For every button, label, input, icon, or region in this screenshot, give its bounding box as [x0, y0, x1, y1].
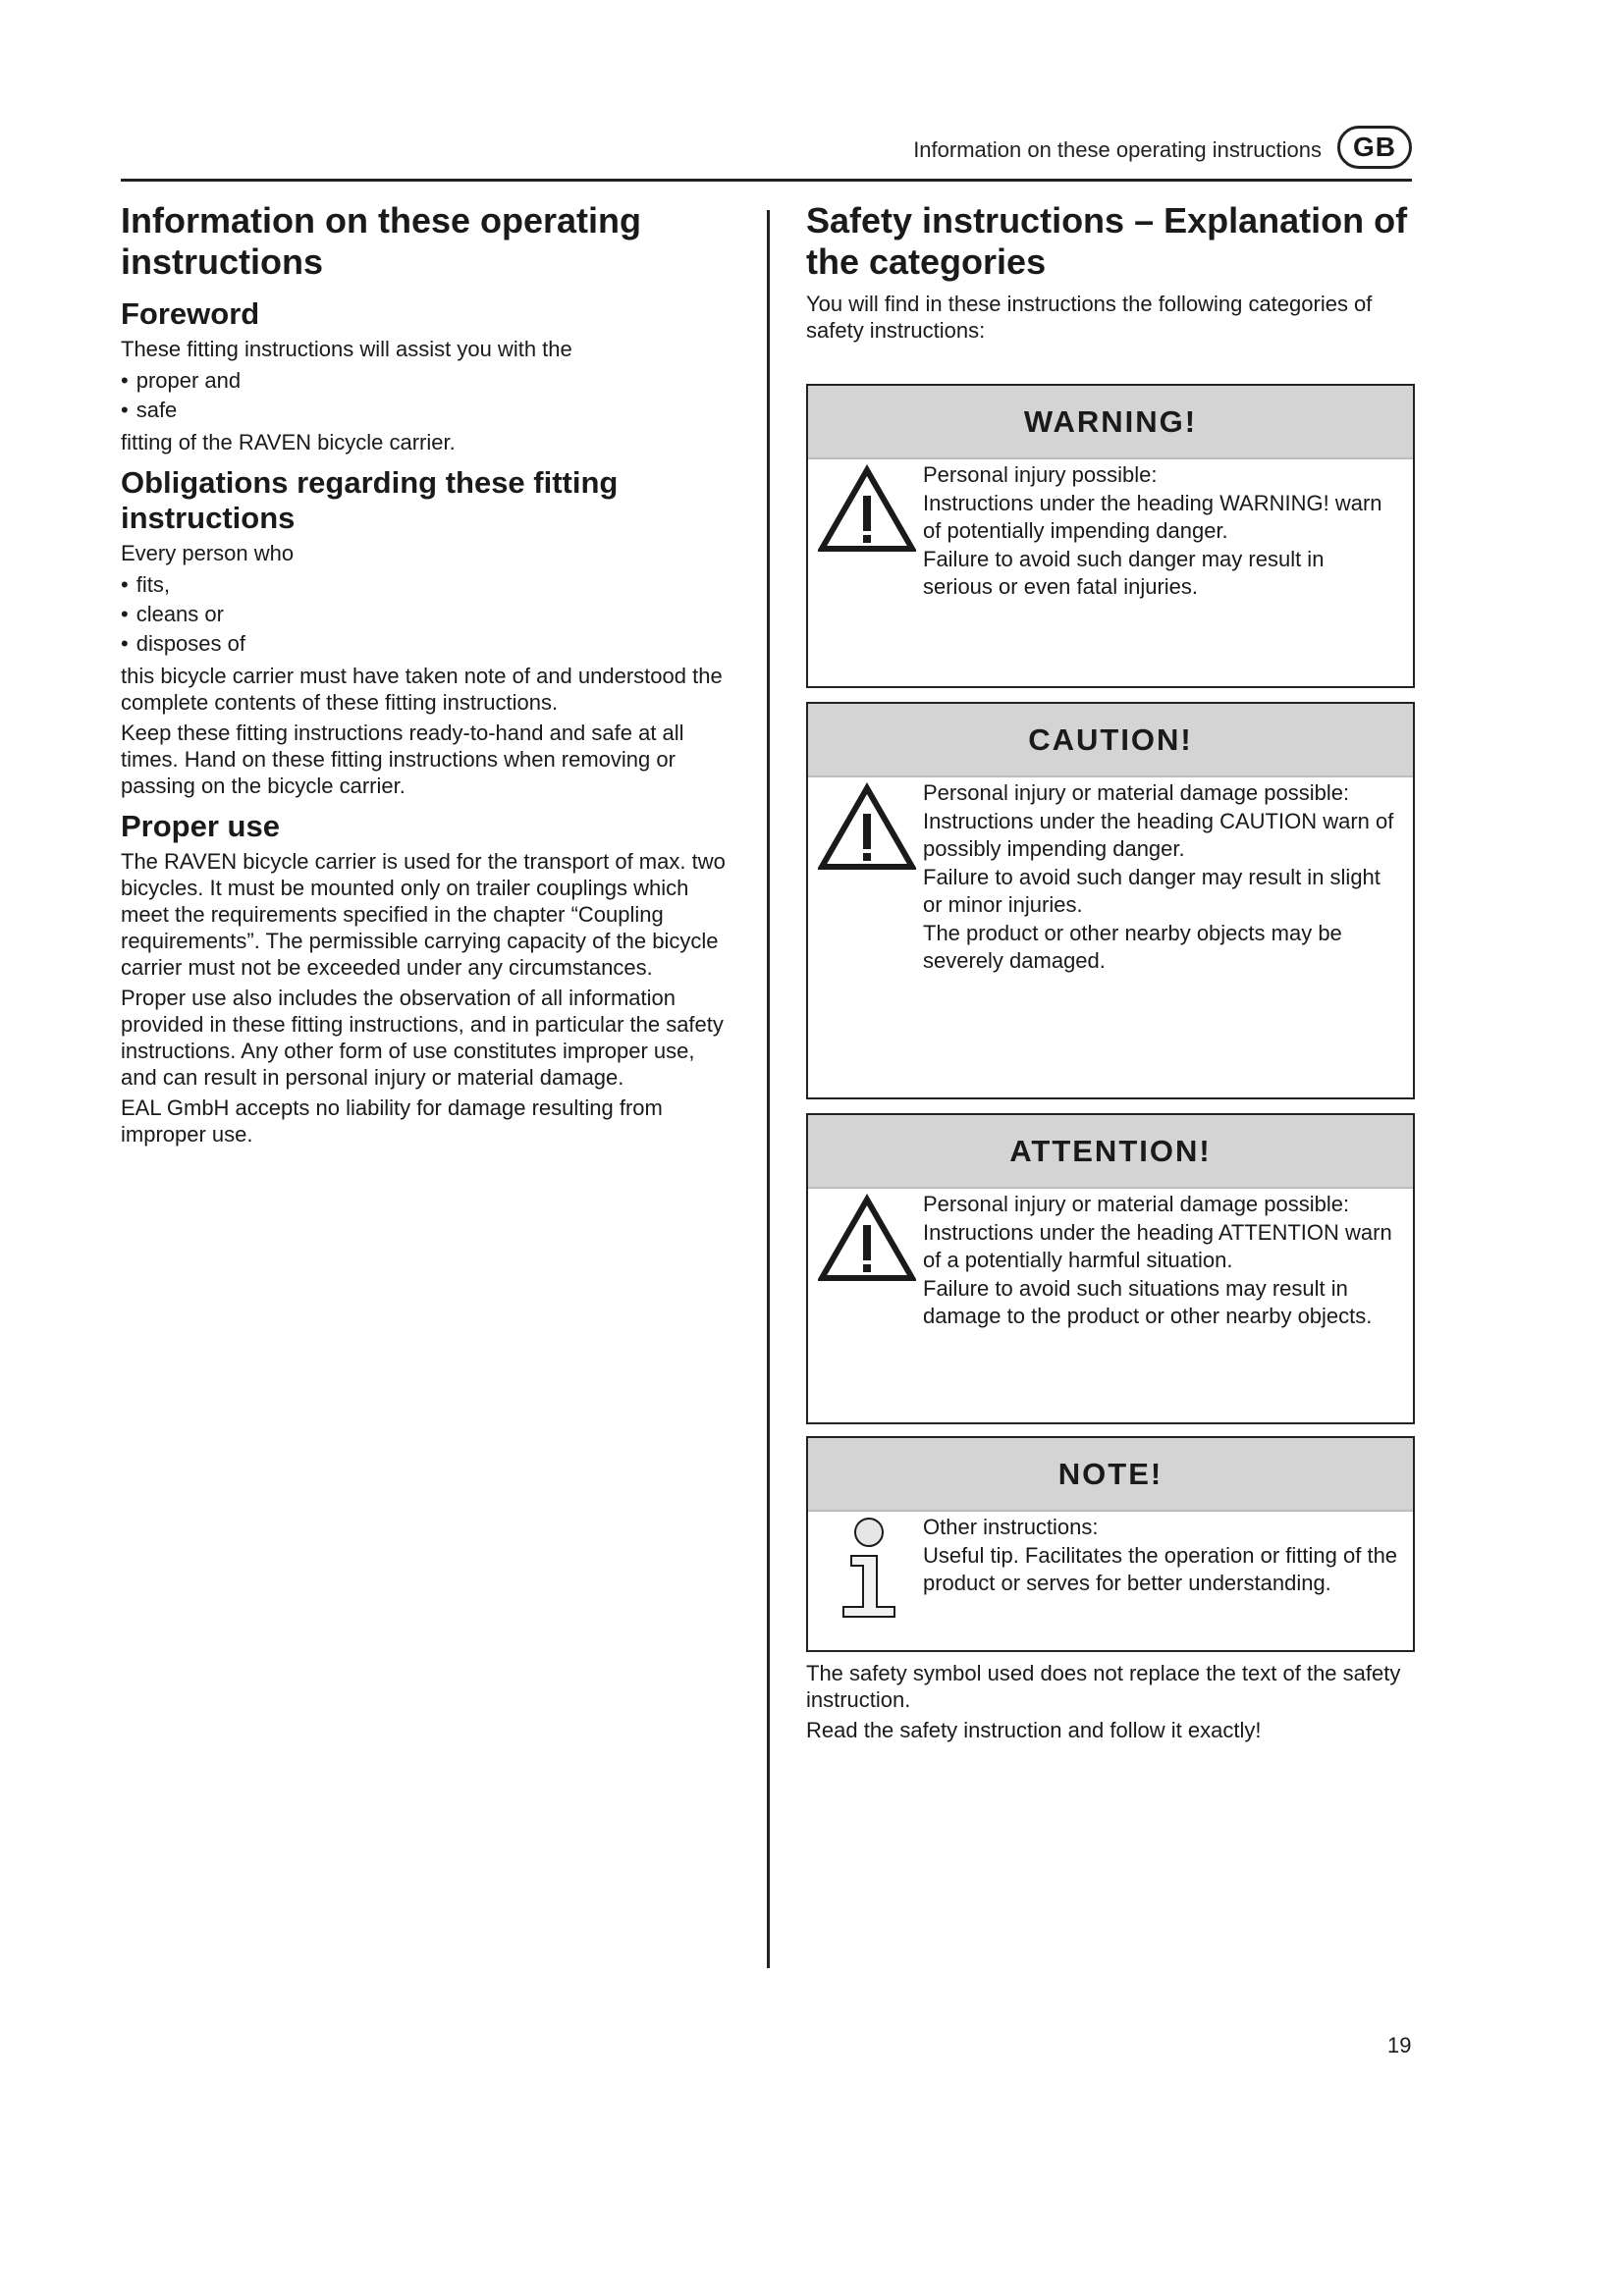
caution-line: Instructions under the heading CAUTION warn of possibly impending danger.: [923, 809, 1394, 861]
caution-line: The product or other nearby objects may be severely damaged.: [923, 921, 1342, 973]
note-text: [923, 1514, 1399, 1598]
foreword-intro: These fitting instructions will assist you with the: [121, 337, 572, 361]
header-title: Information on these operating instructions: [913, 137, 1322, 162]
note-line: Other instructions:: [923, 1515, 1099, 1539]
warning-line: Personal injury possible:: [923, 462, 1158, 487]
attention-text: [923, 1191, 1399, 1331]
left-column: [121, 200, 730, 1151]
warning-triangle-icon: [818, 782, 916, 876]
caution-heading: CAUTION!: [808, 704, 1413, 777]
list-item: • disposes of: [121, 629, 730, 659]
attention-line: Personal injury or material damage possible:: [923, 1192, 1350, 1216]
list-item: • proper and: [121, 366, 730, 396]
attention-line: Instructions under the heading ATTENTION warn of a potentially harmful situation.: [923, 1220, 1392, 1272]
warning-line: Instructions under the heading WARNING! warn of potentially impending danger.: [923, 491, 1382, 543]
language-badge: GB: [1337, 126, 1412, 169]
caution-line: Personal injury or material damage possible:: [923, 780, 1350, 805]
proper-use-paragraph: Proper use also includes the observation of all information provided in these fitting instructions, and in particular the safety instructions. Any other form of use constitutes improper use, and can result in personal injury or material damage.: [121, 986, 724, 1090]
caution-line: Failure to avoid such danger may result in slight or minor injuries.: [923, 865, 1380, 917]
obligations-list: [121, 570, 730, 659]
info-icon: [838, 1515, 900, 1628]
note-line: Useful tip. Facilitates the operation or fitting of the product or serves for better understanding.: [923, 1543, 1398, 1595]
note-box: [806, 1436, 1415, 1652]
warning-heading: WARNING!: [808, 386, 1413, 459]
obligations-heading: Obligations regarding these fitting instructions: [121, 465, 619, 535]
right-column: [806, 200, 1415, 347]
safety-footer: [806, 1660, 1415, 1747]
list-item: • fits,: [121, 570, 730, 600]
attention-heading: ATTENTION!: [808, 1115, 1413, 1189]
warning-triangle-icon: [818, 464, 916, 558]
obligations-intro: Every person who: [121, 541, 295, 565]
safety-title: Safety instructions – Explanation of the categories: [806, 200, 1408, 282]
foreword-heading: Foreword: [121, 296, 260, 331]
foreword-list: [121, 366, 730, 425]
page-header: [121, 124, 1412, 182]
section-title: Information on these operating instructions: [121, 200, 642, 282]
column-divider: [767, 210, 770, 1968]
obligations-paragraph: this bicycle carrier must have taken note of and understood the complete contents of these fitting instructions.: [121, 664, 723, 715]
warning-line: Failure to avoid such danger may result in serious or even fatal injuries.: [923, 547, 1325, 599]
warning-box: [806, 384, 1415, 688]
safety-footer-line: Read the safety instruction and follow it exactly!: [806, 1718, 1262, 1742]
list-item: • safe: [121, 396, 730, 425]
warning-text: [923, 461, 1399, 602]
attention-line: Failure to avoid such situations may result in damage to the product or other nearby objects.: [923, 1276, 1373, 1328]
warning-triangle-icon: [818, 1194, 916, 1287]
safety-intro: You will find in these instructions the following categories of safety instructions:: [806, 292, 1373, 343]
caution-text: [923, 779, 1399, 976]
list-item: • cleans or: [121, 600, 730, 629]
safety-footer-line: The safety symbol used does not replace the text of the safety instruction.: [806, 1661, 1401, 1712]
attention-box: [806, 1113, 1415, 1424]
note-heading: NOTE!: [808, 1438, 1413, 1512]
obligations-paragraph: Keep these fitting instructions ready-to-hand and safe at all times. Hand on these fitting instructions when removing or passing on the bicycle carrier.: [121, 721, 684, 798]
proper-use-paragraph: The RAVEN bicycle carrier is used for the transport of max. two bicycles. It must be mounted only on trailer couplings which meet the requirements specified in the chapter “Coupling requirements”. The permissible carrying capacity of the bicycle carrier must not be exceeded under any circumstances.: [121, 849, 726, 980]
proper-use-paragraph: EAL GmbH accepts no liability for damage resulting from improper use.: [121, 1095, 663, 1147]
foreword-outro: fitting of the RAVEN bicycle carrier.: [121, 430, 456, 454]
page-number: 19: [1387, 2033, 1412, 2057]
proper-use-heading: Proper use: [121, 809, 280, 843]
caution-box: [806, 702, 1415, 1099]
